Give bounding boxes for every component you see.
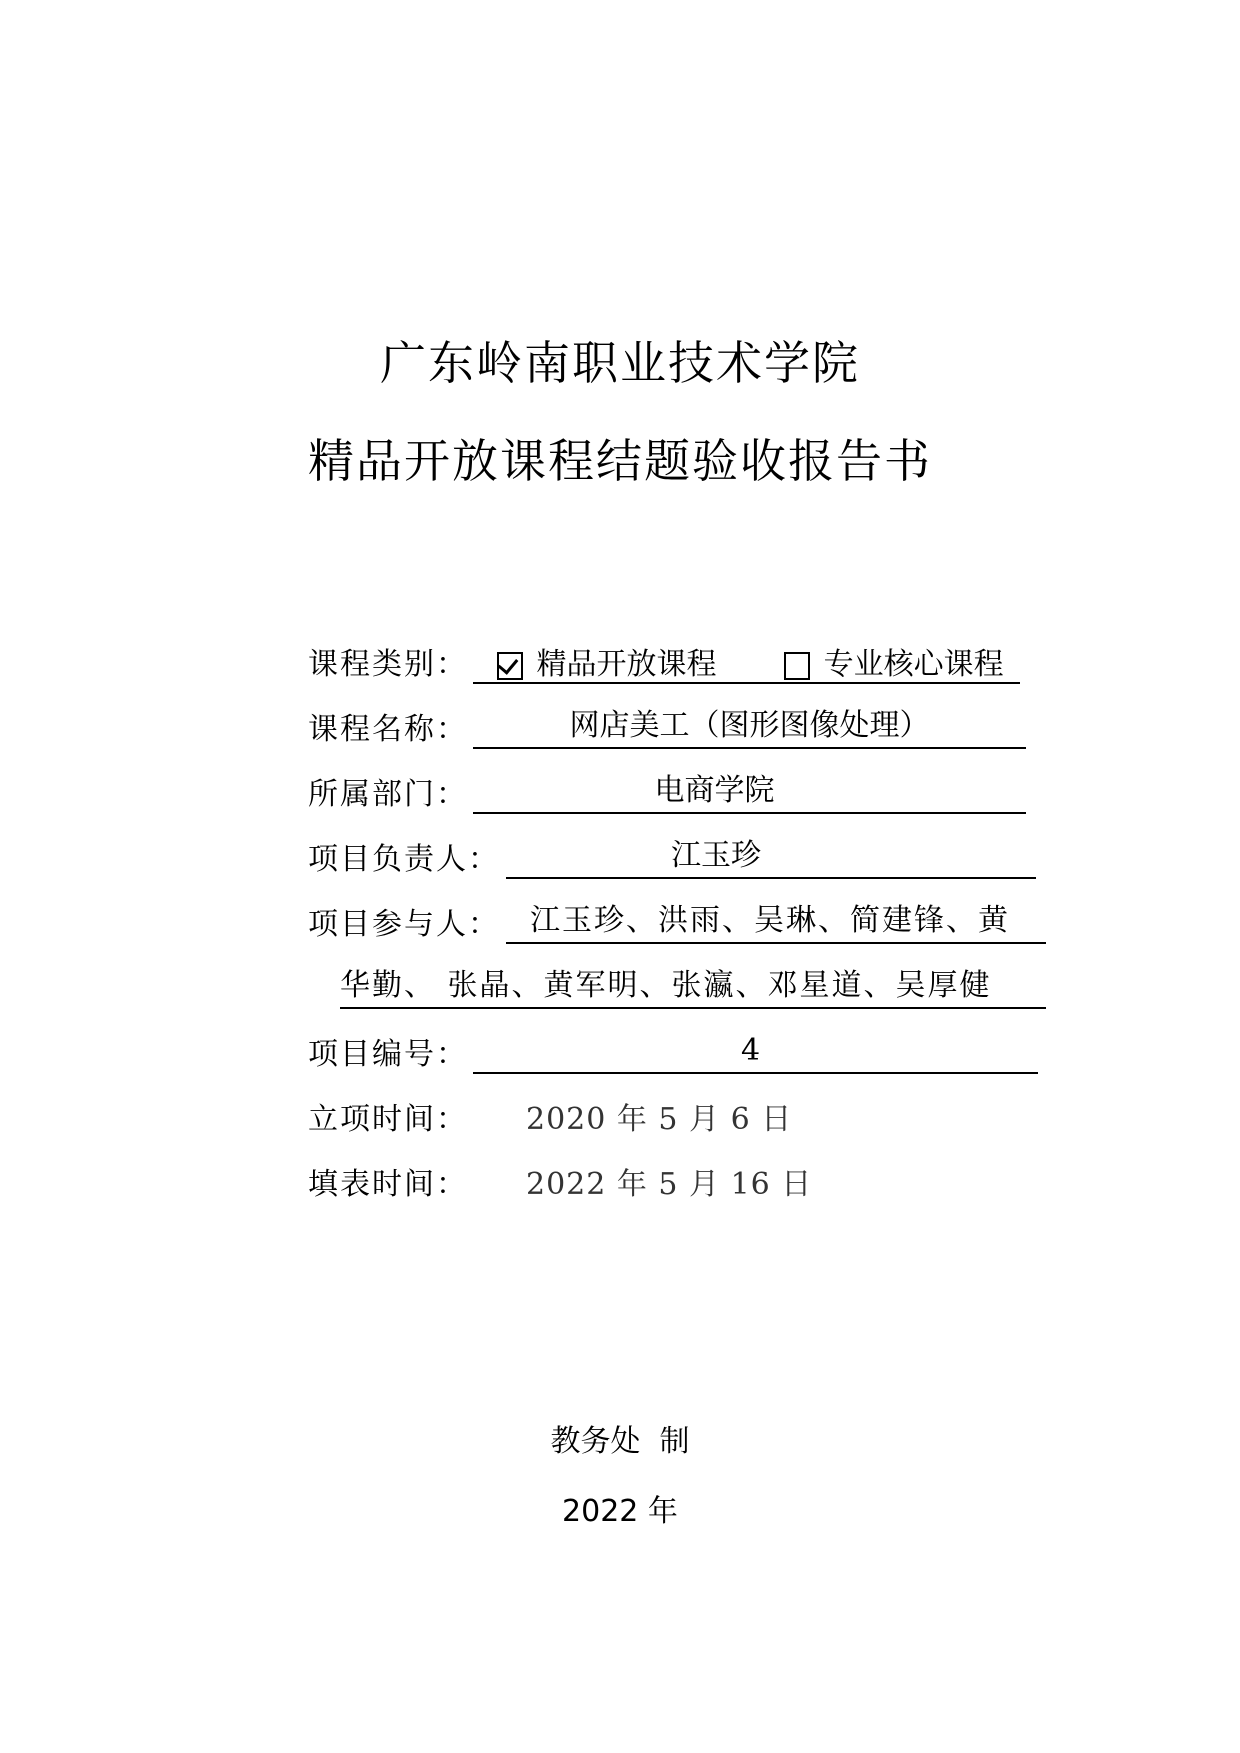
start-date-label: 立项时间： [308, 1102, 468, 1137]
start-date-value: 2020 年 5 月 6 日 [526, 1102, 793, 1137]
course-category-underline [473, 644, 1020, 684]
issue-year: 2022 年 [562, 1494, 678, 1529]
report-title: 精品开放课程结题验收报告书 [308, 434, 932, 488]
checkbox-checked-icon[interactable] [497, 652, 523, 680]
project-leader-value: 江玉珍 [671, 838, 761, 873]
project-number-value: 4 [740, 1033, 761, 1068]
course-name-value: 网店美工（图形图像处理） [569, 708, 930, 743]
fill-date-value: 2022 年 5 月 16 日 [526, 1167, 813, 1202]
participants-underline-1 [506, 904, 1046, 944]
school-name: 广东岭南职业技术学院 [380, 336, 860, 390]
participants-line-2: 华勤、 张晶、黄军明、张瀛、邓星道、吴厚健 [340, 968, 992, 1003]
course-name-underline [473, 709, 1026, 749]
project-leader-underline [506, 839, 1036, 879]
course-category-label: 课程类别： [308, 647, 468, 682]
department-underline [473, 774, 1026, 814]
project-leader-label: 项目负责人： [308, 842, 500, 877]
issuer: 教务处 制 [550, 1424, 690, 1459]
option-core-course[interactable] [784, 646, 1004, 680]
participants-underline-2 [340, 969, 1046, 1009]
project-number-underline [473, 1034, 1038, 1074]
checkbox-empty-icon[interactable] [784, 652, 810, 680]
project-participants-label: 项目参与人： [308, 907, 500, 942]
option-core-course-label: 专业核心课程 [823, 647, 1004, 682]
option-quality-course[interactable] [497, 646, 717, 680]
option-quality-course-label: 精品开放课程 [536, 647, 717, 682]
project-number-label: 项目编号： [308, 1037, 468, 1072]
department-value: 电商学院 [654, 773, 775, 808]
department-label: 所属部门： [308, 777, 468, 812]
fill-date-label: 填表时间： [308, 1167, 468, 1202]
course-name-label: 课程名称： [308, 712, 468, 747]
participants-line-1: 江玉珍、洪雨、吴琳、简建锋、黄 [530, 903, 1010, 938]
